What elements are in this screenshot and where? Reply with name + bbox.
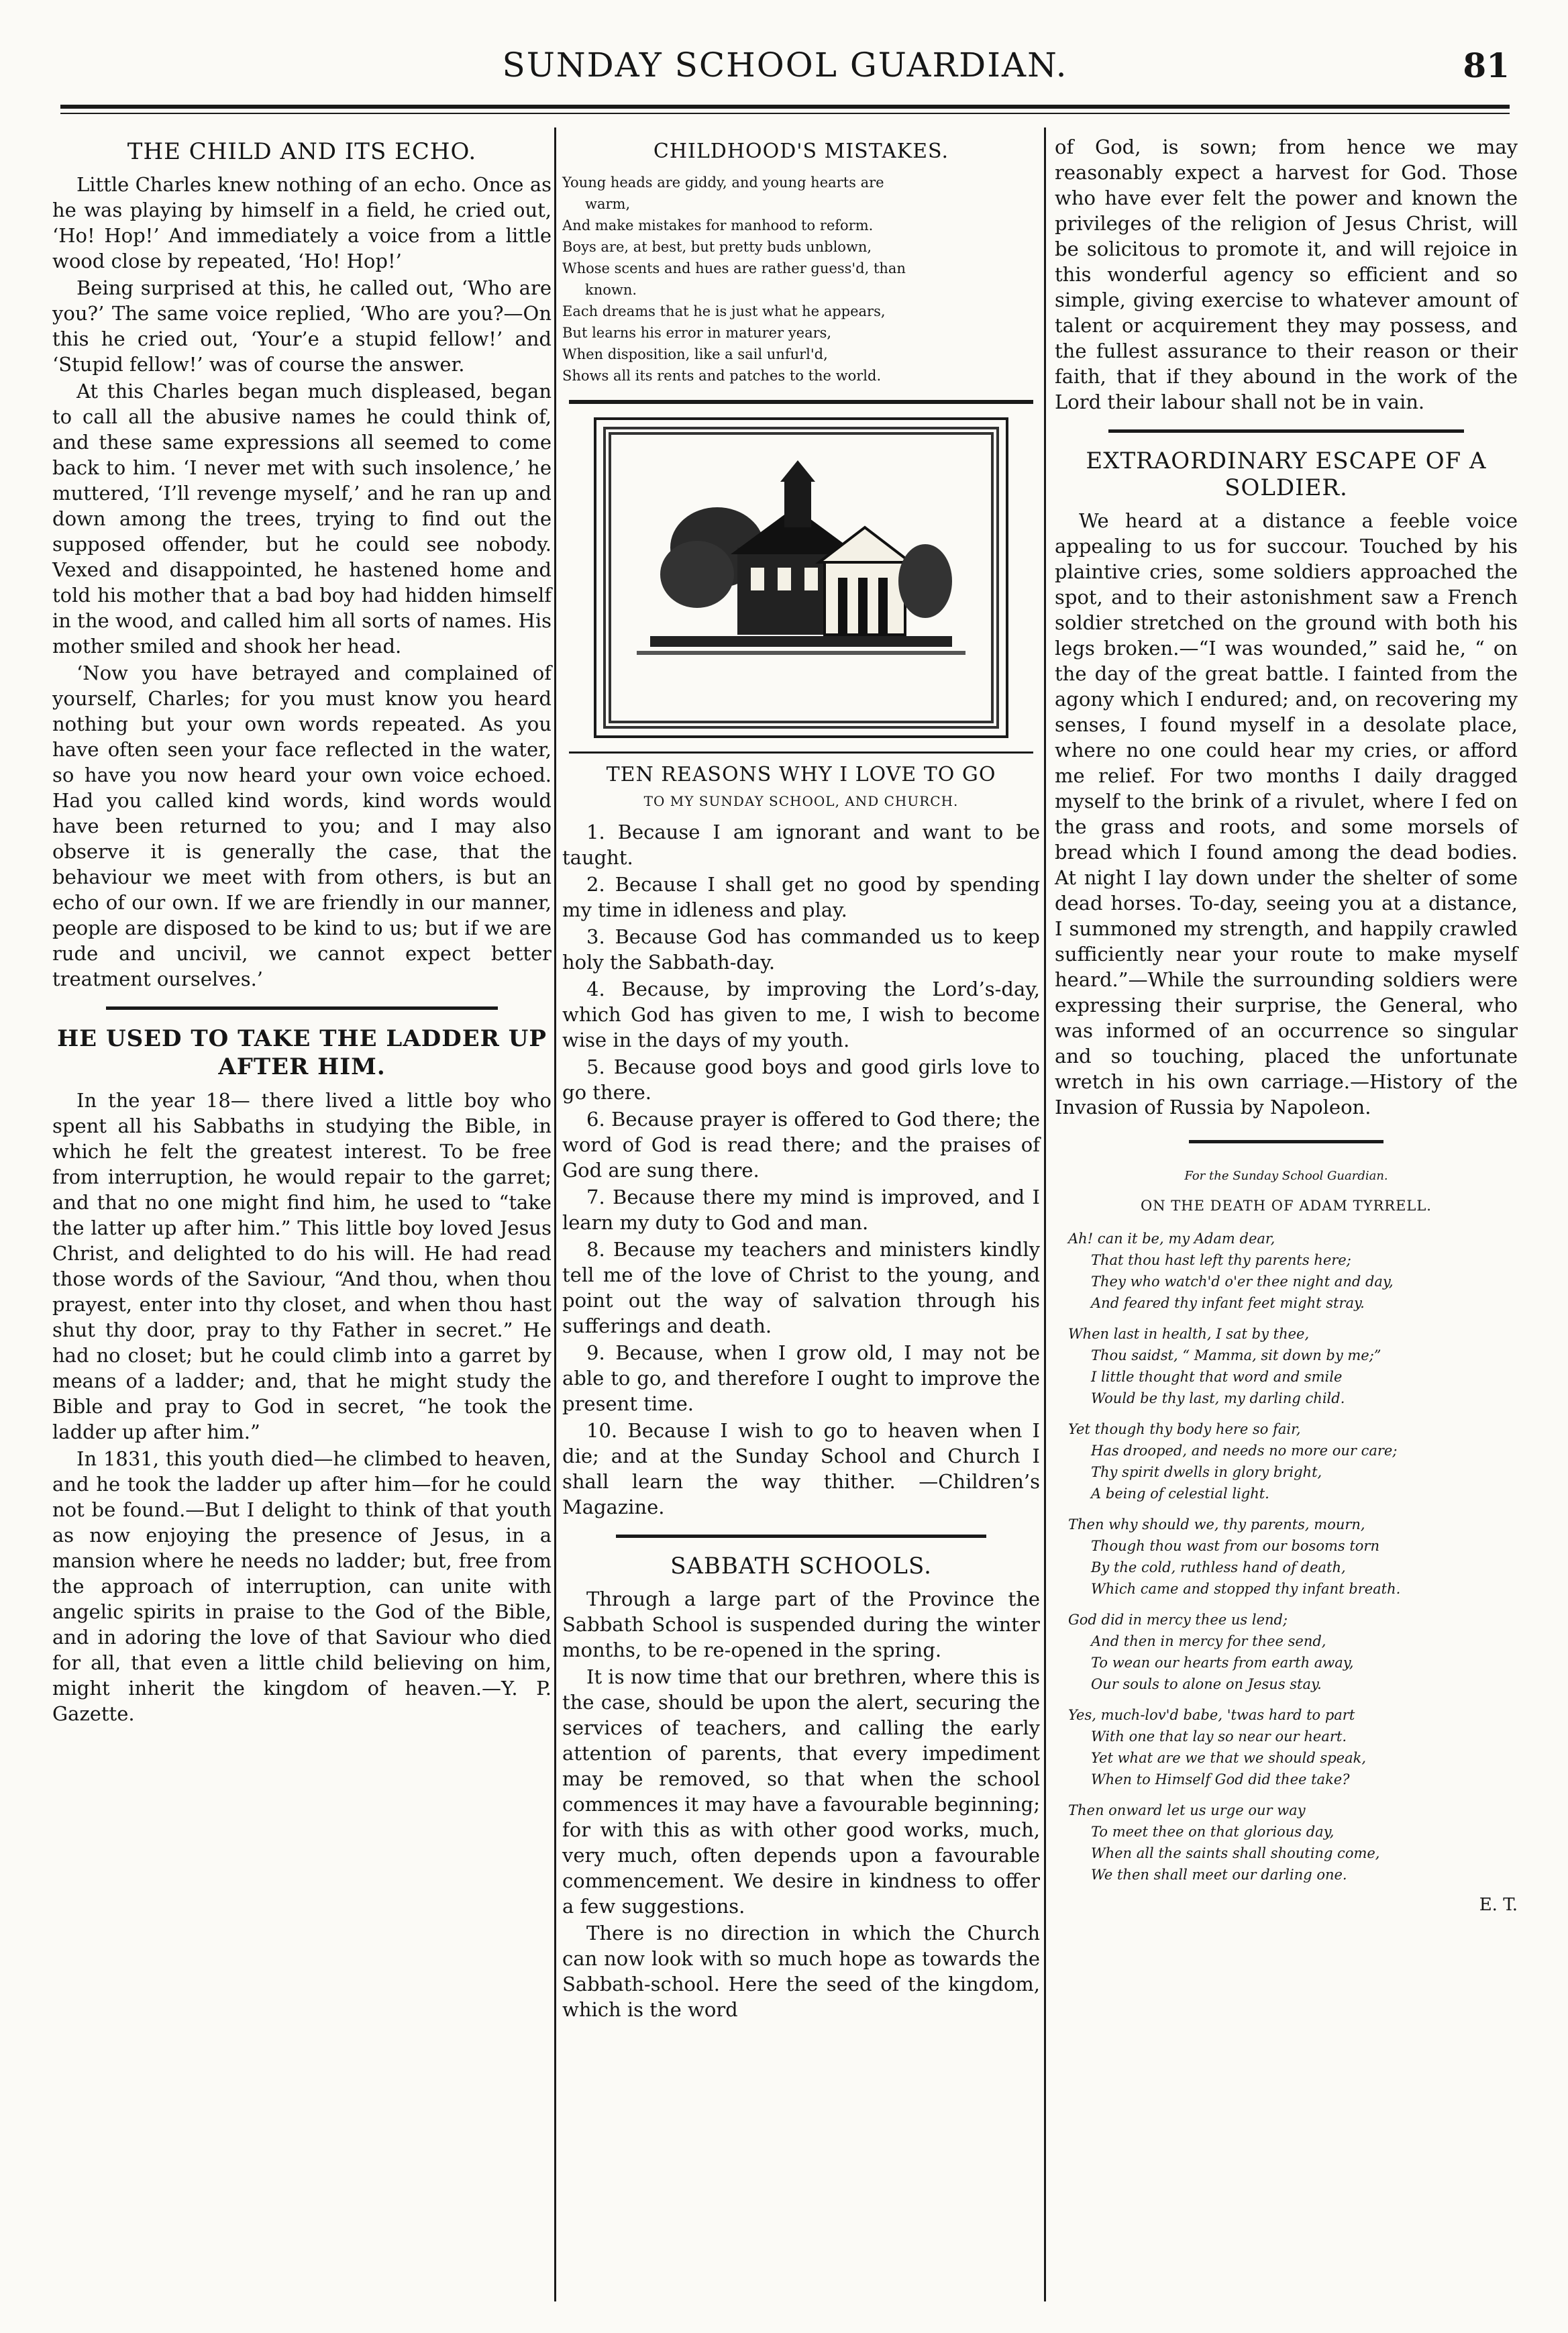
list-item: 10. Because I wish to go to heaven when I die; and at the Sunday School and Church I shall learn the way thither. —Children’s Magazine. [562, 1419, 1040, 1518]
poem-line: Ah! can it be, my Adam dear, [1068, 1231, 1275, 1247]
list-item: 1. Because I am ignorant and want to be taught. [562, 821, 1040, 869]
poem-line: Each dreams that he is just what he appears, [562, 303, 886, 319]
poem-line: When last in health, I sat by thee, [1068, 1326, 1310, 1342]
poem-stanza [1068, 1704, 1518, 1790]
column-3 [1055, 134, 1518, 1918]
paragraph: In 1831, this youth died—he climbed to heaven, and he took the ladder up after him—for he could not be found.—But I delight to think of that youth as now enjoying the presence of Jesus, in a mansion where he needs no ladder; but, free from the approach of interruption, can unite with angelic spirits in praise to the God of the Bible, and in adoring the love of that Saviour who died for all, that even a little child believing on him, might inherit the kingdom of heaven.—Y. P. Gazette. [52, 1447, 552, 1725]
poem-line: Then why should we, thy parents, mourn, [1068, 1516, 1365, 1533]
paragraph: In the year 18— there lived a little boy who spent all his Sabbaths in studying the Bible, in which he felt the greatest interest. To be free from interruption, he would repair to the garret; and that no one might find him, he used to “take the latter up after him.” This little boy loved Jesus Christ, and delighted to do his will. He had read those words of the Saviour, “And thou, when thou prayest, enter into thy closet, and when thou hast shut thy door, pray to thy Father in secret.” He had no closet; but he could climb into a garret by means of a ladder; and, that he might study the Bible and pray to God in secret, “he took the ladder up after him.” [52, 1089, 552, 1443]
poem-line: When all the saints shall shouting come, [1091, 1845, 1380, 1861]
poem-line: Has drooped, and needs no more our care; [1091, 1443, 1398, 1459]
poem-line: Boys are, at best, but pretty buds unblown, [562, 239, 872, 255]
church-woodcut [594, 417, 1008, 738]
list-item: 3. Because God has commanded us to keep holy the Sabbath-day. [562, 925, 1040, 974]
list-item: 7. Because there my mind is improved, and I learn my duty to God and man. [562, 1186, 1040, 1234]
poem-line: And then in mercy for thee send, [1091, 1633, 1326, 1649]
paragraph: of God, is sown; from hence we may reasonably expect a harvest for God. Those who have ever felt the power and known the privileges of the religion of Jesus Christ, will be solicitous to promote it, and will rejoice in this wonderful agency so efficient and so simple, giving exercise to whatever amount of talent or acquirement they may possess, and the fullest assurance to their reason or their faith, that if they abound in the work of the Lord their labour shall not be in vain. [1055, 136, 1518, 413]
paragraph: There is no direction in which the Church can now look with so much hope as towards the Sabbath-school. Here the seed of the kingdom, which is the word [562, 1922, 1040, 2021]
poem-line: warm, [585, 196, 631, 212]
paragraph: Being surprised at this, he called out, ‘Who are you?’ The same voice replied, ‘Who are you?—On this he cried out, ‘Your’e a stupid fellow!’ and ‘Stupid fellow!’ was of course the answer. [52, 276, 552, 376]
poem-line: God did in mercy thee us lend; [1068, 1612, 1288, 1628]
poem-line: We then shall meet our darling one. [1091, 1867, 1347, 1883]
poem-line: Then onward let us urge our way [1068, 1802, 1306, 1818]
poem-line: known. [585, 282, 637, 298]
poem-line: Whose scents and hues are rather guess'd, than [562, 260, 906, 276]
article-title: HE USED TO TAKE THE LADDER UP AFTER HIM. [57, 1025, 547, 1080]
article-title: THE CHILD AND ITS ECHO. [127, 138, 477, 165]
paragraph: At this Charles began much displeased, began to call all the abusive names he could think of, and these same expressions all seemed to come back to him. ‘I never met with such insolence,’ he muttered, ‘I’ll revenge myself,’ and he ran up and down among the trees, trying to find out the supposed offender, but he could see nobody. Vexed and disappointed, he hastened home and told his mother that a bad boy had hidden himself in the wood, and called him all sorts of names. His mother smiled and shook her head. [52, 380, 552, 658]
poem-line: But learns his error in maturer years, [562, 325, 832, 341]
poem-stanza [1068, 1323, 1518, 1409]
signature: E. T. [1479, 1895, 1518, 1915]
poem-line: And feared thy infant feet might stray. [1091, 1295, 1365, 1311]
article-separator [569, 751, 1033, 754]
poem-line: By the cold, ruthless hand of death, [1091, 1559, 1346, 1575]
column-divider-2 [1044, 127, 1046, 2301]
poem-line: Our souls to alone on Jesus stay. [1091, 1676, 1322, 1692]
poem-title: CHILDHOOD'S MISTAKES. [653, 140, 949, 163]
article-title: EXTRAORDINARY ESCAPE OF A SOLDIER. [1086, 448, 1487, 501]
column-2 [562, 134, 1040, 2024]
poem-line: Which came and stopped thy infant breath. [1091, 1581, 1401, 1597]
list-item: 6. Because prayer is offered to God there; the word of God is read there; and the praises of God are sung there. [562, 1108, 1040, 1182]
article-separator [616, 1535, 986, 1538]
list-item: 4. Because, by improving the Lord’s-day, which God has given to me, I wish to become wise in the days of my youth. [562, 978, 1040, 1051]
poem-line: Thy spirit dwells in glory bright, [1091, 1464, 1322, 1480]
paragraph: Through a large part of the Province the Sabbath School is suspended during the winter months, to be re-opened in the spring. [562, 1588, 1040, 1661]
article-title: SABBATH SCHOOLS. [670, 1553, 932, 1579]
elegy-poem [1068, 1228, 1518, 1885]
poem-line: Shows all its rents and patches to the world. [562, 368, 882, 384]
list-item: 8. Because my teachers and ministers kindly tell me of the love of Christ to the young, and point out the way of salvation through his sufferings and death. [562, 1238, 1040, 1337]
poem-line: Yes, much-lov'd babe, 'twas hard to part [1068, 1707, 1355, 1723]
page-number: 81 [1463, 46, 1510, 85]
article-separator [106, 1006, 498, 1010]
church-illustration [637, 460, 965, 695]
poem-line: Yet what are we that we should speak, [1091, 1750, 1367, 1766]
poem-line: With one that lay so near our heart. [1091, 1728, 1347, 1745]
list-item: 2. Because I shall get no good by spending my time in idleness and play. [562, 873, 1040, 921]
poem-line: That thou hast left thy parents here; [1091, 1252, 1351, 1268]
poem-line: I little thought that word and smile [1091, 1369, 1343, 1385]
article-subtitle: TO MY SUNDAY SCHOOL, AND CHURCH. [643, 793, 959, 809]
poem-line: And make mistakes for manhood to reform. [562, 217, 874, 234]
header-rule [60, 105, 1510, 109]
column-1 [52, 134, 552, 1728]
poem-source: For the Sunday School Guardian. [1184, 1169, 1388, 1183]
poem-line: Thou saidst, “ Mamma, sit down by me;” [1091, 1347, 1381, 1363]
masthead [60, 46, 1510, 93]
poem-stanza [1068, 1228, 1518, 1314]
poem [562, 172, 1040, 386]
poem-line: To wean our hearts from earth away, [1091, 1655, 1354, 1671]
header-rule-thin [60, 113, 1510, 114]
column-divider-1 [554, 127, 556, 2301]
poem-line: When to Himself God did thee take? [1091, 1771, 1350, 1787]
paragraph: We heard at a distance a feeble voice appealing to us for succour. Touched by his plaintive cries, some soldiers approached the spot, and to their astonishment saw a French soldier stretched on the ground with both his legs broken.—“I was wounded,” said he, “ on the day of the great battle. I fainted from the agony which I endured; and, on recovering my senses, I found myself in a desolate place, where no one could hear my cries, or afford me relief. For two months I daily dragged myself to the brink of a rivulet, where I fed on the grass and roots, and some morsels of bread which I found among the dead bodies. At night I lay down under the shelter of some dead horses. To-day, seeing you at a distance, I summoned my strength, and happily crawled sufficiently near your route to make myself heard.”—While the surrounding soldiers were expressing their surprise, the General, who was informed of an occurrence so singular and so touching, placed the unfortunate wretch in his own carriage.—History of the Invasion of Russia by Napoleon. [1055, 509, 1518, 1119]
article-title: TEN REASONS WHY I LOVE TO GO [606, 763, 996, 786]
poem-line: Young heads are giddy, and young hearts are [562, 174, 884, 191]
poem-line: Would be thy last, my darling child. [1091, 1390, 1345, 1406]
list-item: 5. Because good boys and good girls love to go there. [562, 1055, 1040, 1104]
paragraph: It is now time that our brethren, where this is the case, should be upon the alert, securing the services of teachers, and calling the early attention of parents, that every impediment may be removed, so that when the school commences it may have a favourable beginning; for with this as with other good works, much, very much, often depends upon a favourable commencement. We desire in kindness to offer a few suggestions. [562, 1665, 1040, 1918]
list-item: 9. Because, when I grow old, I may not be able to go, and therefore I ought to improve the present time. [562, 1341, 1040, 1415]
article-separator [569, 400, 1033, 404]
article-separator [1189, 1140, 1383, 1143]
poem-line: When disposition, like a sail unfurl'd, [562, 346, 828, 362]
paragraph: ‘Now you have betrayed and complained of yourself, Charles; for you must know you heard nothing but your own words repeated. As you have often seen your face reflected in the water, so have you now heard your own voice echoed. Had you called kind words, kind words would have been returned to you; and I may also observe it is generally the case, that the behaviour we meet with from others, is but an echo of our own. If we are friendly in our manner, people are disposed to be kind to us; but if we are rude and uncivil, we cannot expect better treatment ourselves.’ [52, 662, 552, 990]
poem-stanza [1068, 1514, 1518, 1600]
article-separator [1108, 429, 1464, 433]
poem-stanza [1068, 1800, 1518, 1885]
poem-line: A being of celestial light. [1091, 1486, 1269, 1502]
poem-line: To meet thee on that glorious day, [1091, 1824, 1335, 1840]
poem-line: Yet though thy body here so fair, [1068, 1421, 1301, 1437]
paper-title: SUNDAY SCHOOL GUARDIAN. [502, 46, 1068, 85]
poem-stanza [1068, 1609, 1518, 1695]
paragraph: Little Charles knew nothing of an echo. Once as he was playing by himself in a field, he cried out, ‘Ho! Hop!’ And immediately a voice from a little wood close by repeated, ‘Ho! Hop!’ [52, 173, 552, 272]
poem-title: ON THE DEATH OF ADAM TYRRELL. [1141, 1198, 1432, 1214]
poem-line: They who watch'd o'er thee night and day, [1091, 1274, 1394, 1290]
poem-line: Though thou wast from our bosoms torn [1091, 1538, 1379, 1554]
poem-stanza [1068, 1418, 1518, 1504]
